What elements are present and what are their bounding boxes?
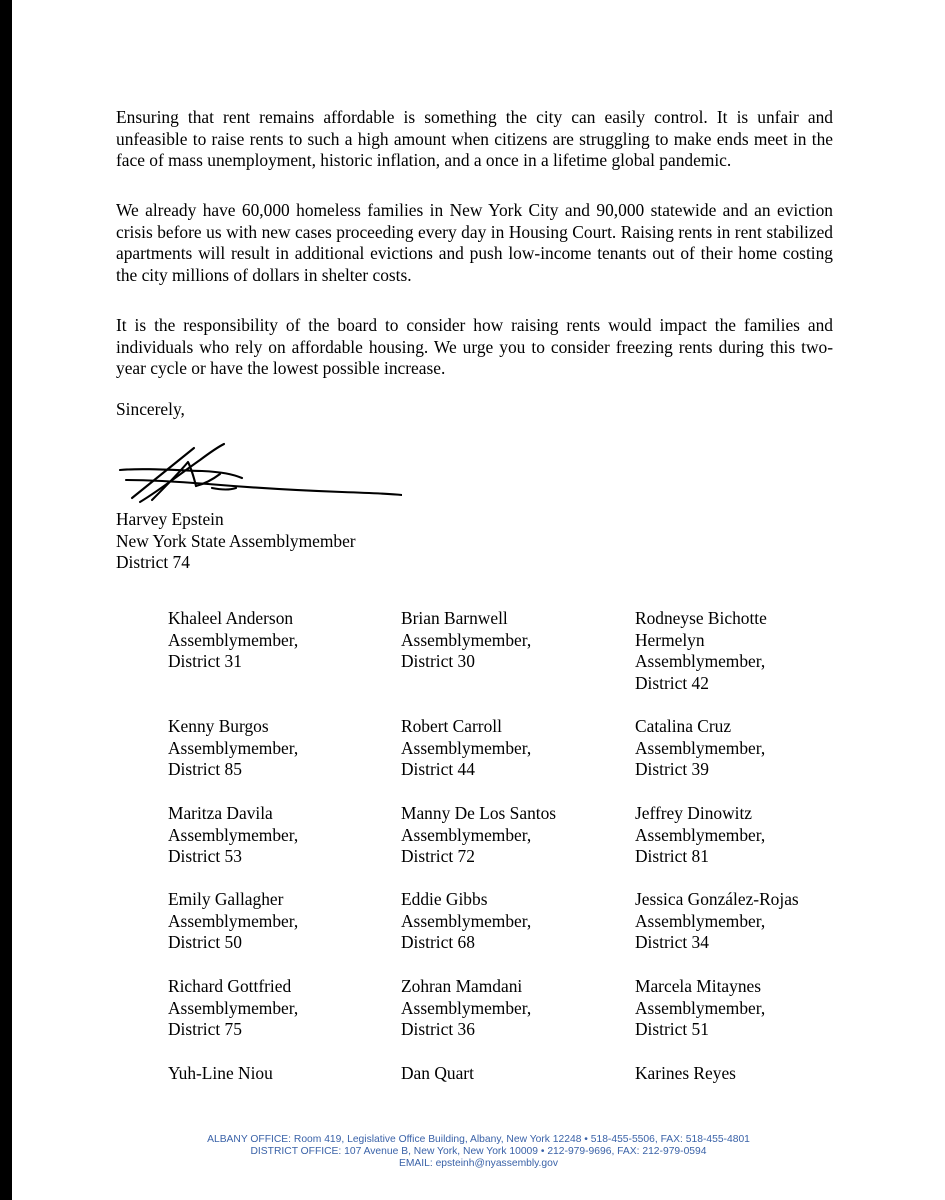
- cosigner: [168, 889, 388, 954]
- cosigner-name: Richard Gottfried: [168, 976, 292, 996]
- cosigner: [635, 608, 855, 694]
- cosigner-title: Assemblymember,: [168, 997, 299, 1018]
- cosigner-district: District 53: [168, 846, 242, 866]
- cosigner: [168, 976, 388, 1041]
- cosigner-name: Jeffrey Dinowitz: [635, 803, 753, 823]
- email-line: EMAIL: epsteinh@nyassembly.gov: [398, 1157, 559, 1169]
- cosigner-name-line-2: Hermelyn: [635, 629, 705, 650]
- cosigner-district: District 72: [401, 846, 475, 866]
- signer-name: Harvey Epstein: [116, 509, 224, 529]
- cosigner: [168, 608, 388, 673]
- cosigner-district: District 42: [635, 672, 709, 693]
- cosigner-title: Assemblymember,: [401, 910, 532, 931]
- cosigner-name: Yuh-Line Niou: [168, 1063, 273, 1083]
- cosigner-name: Kenny Burgos: [168, 716, 269, 736]
- cosigner-name: Manny De Los Santos: [401, 803, 557, 823]
- cosigner-district: District 51: [635, 1019, 709, 1039]
- cosigner: [635, 1063, 855, 1085]
- cosigner-district: District 75: [168, 1019, 242, 1039]
- cosigner-district: District 30: [401, 651, 475, 671]
- signer-district: District 74: [116, 552, 190, 572]
- cosigner: [635, 716, 855, 781]
- cosigner: [635, 976, 855, 1041]
- cosigner-name: Catalina Cruz: [635, 716, 732, 736]
- body-paragraph-2: We already have 60,000 homeless families in New York City and 90,000 statewide and an eviction crisis before us with new cases proceeding every day in Housing Court. Raising rents in rent stabilized apartments will result in additional evictions and push low-income tenants out of their home costing the city millions of dollars in shelter costs.: [116, 200, 833, 285]
- cosigner: [401, 608, 621, 673]
- cosigner-name: Brian Barnwell: [401, 608, 508, 628]
- closing-salutation: Sincerely,: [116, 399, 185, 419]
- cosigner: [168, 1063, 388, 1085]
- cosigner: [635, 803, 855, 868]
- cosigner-title: Assemblymember,: [401, 737, 532, 758]
- cosigner-name: Marcela Mitaynes: [635, 976, 762, 996]
- cosigner-district: District 31: [168, 651, 242, 671]
- body-paragraph-3: It is the responsibility of the board to consider how raising rents would impact the families and individuals who rely on affordable housing. We urge you to consider freezing rents during this two-year cycle or have the lowest possible increase.: [116, 315, 833, 378]
- cosigner-title: Assemblymember,: [401, 997, 532, 1018]
- cosigner-district: District 50: [168, 932, 242, 952]
- cosigner: [401, 889, 621, 954]
- cosigner-title: Assemblymember,: [635, 824, 766, 845]
- handwritten-signature: [112, 440, 402, 512]
- cosigner-title: Assemblymember,: [635, 651, 766, 671]
- albany-office-line: ALBANY OFFICE: Room 419, Legislative Office Building, Albany, New York 12248 • 518-455-5506, FAX: 518-455-4801: [207, 1134, 750, 1145]
- cosigner-title: Assemblymember,: [168, 824, 299, 845]
- cosigner-title: Assemblymember,: [168, 629, 299, 650]
- cosigner-name: Khaleel Anderson: [168, 608, 294, 628]
- cosigner-district: District 85: [168, 759, 242, 779]
- letter-page: [12, 0, 945, 1200]
- cosigner-district: District 68: [401, 932, 475, 952]
- cosigner: [401, 716, 621, 781]
- cosigner-name: Jessica González-Rojas: [635, 889, 799, 909]
- cosigner-name: Emily Gallagher: [168, 889, 284, 909]
- cosigner-title: Assemblymember,: [168, 910, 299, 931]
- district-office-line: DISTRICT OFFICE: 107 Avenue B, New York, New York 10009 • 212-979-9696, FAX: 212-979-0594: [250, 1145, 707, 1157]
- cosigner-title: Assemblymember,: [168, 737, 299, 758]
- cosigner-title: Assemblymember,: [635, 737, 766, 758]
- cosigner-name: Karines Reyes: [635, 1063, 736, 1083]
- cosigner-name: Dan Quart: [401, 1063, 474, 1083]
- cosigner-name: Maritza Davila: [168, 803, 273, 823]
- cosigner-district: District 81: [635, 846, 709, 866]
- signer-title: New York State Assemblymember: [116, 530, 356, 551]
- cosigner-name: Zohran Mamdani: [401, 976, 523, 996]
- cosigner: [401, 1063, 621, 1085]
- cosigner: [168, 803, 388, 868]
- body-paragraph-1: Ensuring that rent remains affordable is something the city can easily control. It is unfair and unfeasible to raise rents to such a high amount when citizens are struggling to make ends meet in the face of mass unemployment, historic inflation, and a once in a lifetime global pandemic.: [116, 107, 833, 170]
- cosigner: [401, 803, 621, 868]
- cosigner-name: Eddie Gibbs: [401, 889, 488, 909]
- cosigner-district: District 44: [401, 759, 475, 779]
- cosigner-name: Robert Carroll: [401, 716, 502, 736]
- cosigner-title: Assemblymember,: [635, 997, 766, 1018]
- cosigner-name: Rodneyse Bichotte: [635, 608, 767, 628]
- cosigner: [635, 889, 855, 954]
- cosigner-district: District 34: [635, 932, 709, 952]
- letterhead-footer: [12, 1134, 945, 1169]
- cosigner-district: District 39: [635, 759, 709, 779]
- signer-block: [116, 509, 356, 574]
- cosigner-title: Assemblymember,: [401, 824, 532, 845]
- cosigner: [401, 976, 621, 1041]
- cosigner-title: Assemblymember,: [401, 629, 532, 650]
- cosigner-district: District 36: [401, 1019, 475, 1039]
- cosigner-title: Assemblymember,: [635, 910, 766, 931]
- cosigner: [168, 716, 388, 781]
